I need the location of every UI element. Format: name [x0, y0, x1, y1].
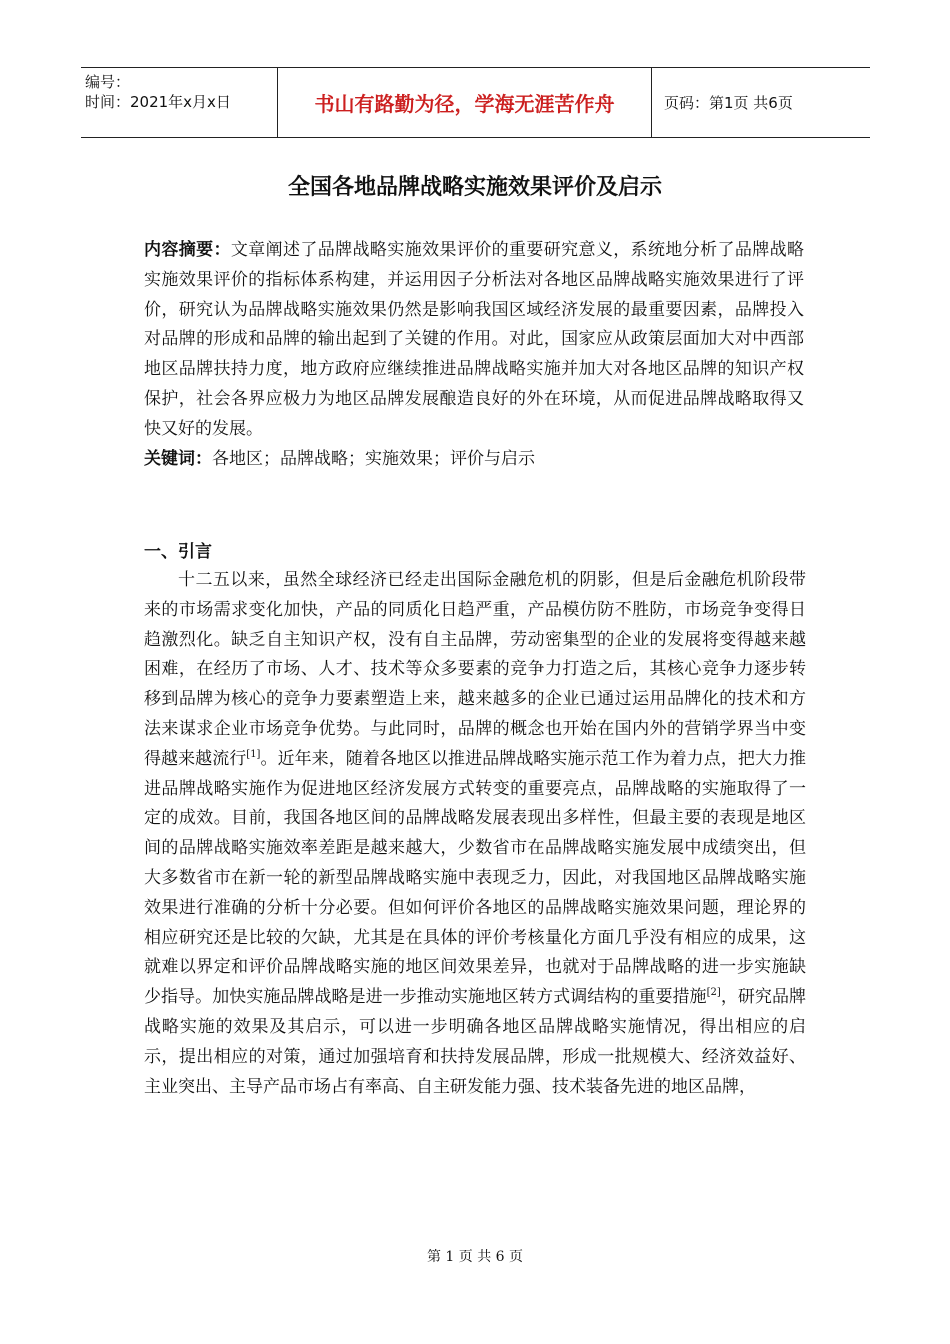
citation-ref: [2] — [706, 987, 721, 999]
header-table — [81, 67, 870, 138]
section-heading: 一、引言 — [144, 542, 212, 562]
citation-ref: [1] — [246, 748, 261, 760]
page-footer: 第 1 页 共 6 页 — [426, 1249, 524, 1265]
keywords-label: 关键词： — [144, 448, 212, 469]
header-meta-cell — [81, 68, 278, 137]
keywords-paragraph — [144, 445, 804, 475]
abstract-paragraph — [144, 236, 804, 445]
abstract-label: 内容摘要： — [144, 240, 231, 260]
document-title: 全国各地品牌战略实施效果评价及启示 — [287, 175, 662, 200]
number-label: 编号： — [85, 73, 131, 91]
time-label: 时间：2021年x月x日 — [85, 93, 231, 111]
body-text — [144, 566, 806, 1102]
body-paragraph — [144, 566, 806, 1102]
keywords-text: 各地区；品牌战略；实施效果；评价与启示 — [212, 448, 535, 469]
body-text-part2: 。近年来，随着各地区以推进品牌战略实施示范工作为着力点，把大力推进品牌战略实施作为促进地区经济发展方式转变的重要亮点，品牌战略的实施取得了一定的成效。目前，我国各地区间的品牌战略发展表现出多样性，但最主要的表现是地区间的品牌战略实施效率差距是越来越大，少数省市在品牌战略实施发展中成绩突出，但大多数省市在新一轮的新型品牌战略实施中表现乏力，因此，对我国地区品牌战略实施效果进行准确的分析十分必要。但如何评价各地区的品牌战略实施效果问题，理论界的相应研究还是比较的欠缺，尤其是在具体的评价考核量化方面几乎没有相应的成果，这就难以界定和评价品牌战略实施的地区间效果差异，也就对于品牌战略的进一步实施缺少指导。加快实施品牌战略是进一步推动实施地区转方式调结构的重要措施 — [144, 748, 807, 1008]
body-text-part3: ，研究品牌战略实施的效果及其启示，可以进一步明确各地区品牌战略实施情况，得出相应的启示，提出相应的对策，通过加强培育和扶持发展品牌，形成一批规模大、经济效益好、主业突出、主导产品市场占有率高、自主研发能力强、技术装备先进的地区品牌， — [144, 987, 807, 1097]
abstract-block — [144, 236, 804, 474]
abstract-text: 文章阐述了品牌战略实施效果评价的重要研究意义，系统地分析了品牌战略实施效果评价的指标体系构建，并运用因子分析法对各地区品牌战略实施效果进行了评价，研究认为品牌战略实施效果仍然是影响我国区域经济发展的最重要因素，品牌投入对品牌的形成和品牌的输出起到了关键的作用。对此，国家应从政策层面加大对中西部地区品牌扶持力度，地方政府应继续推进品牌战略实施并加大对各地区品牌的知识产权保护，社会各界应极力为地区品牌发展酿造良好的外在环境，从而促进品牌战略取得又快又好的发展。 — [144, 240, 805, 439]
header-motto: 书山有路勤为径，学海无涯苦作舟 — [278, 68, 652, 137]
header-page-info: 页码：第1页 共6页 — [664, 94, 793, 112]
body-text-part1: 十二五以来，虽然全球经济已经走出国际金融危机的阴影，但是后金融危机阶段带来的市场需求变化加快，产品的同质化日趋严重，产品模仿防不胜防，市场竞争变得日趋激烈化。缺乏自主知识产权，没有自主品牌，劳动密集型的企业的发展将变得越来越困难，在经历了市场、人才、技术等众多要素的竞争力打造之后，其核心竞争力逐步转移到品牌为核心的竞争力要素塑造上来，越来越多的企业已通过运用品牌化的技术和方法来谋求企业市场竞争优势。与此同时，品牌的概念也开始在国内外的营销学界当中变得越来越流行 — [144, 570, 806, 769]
